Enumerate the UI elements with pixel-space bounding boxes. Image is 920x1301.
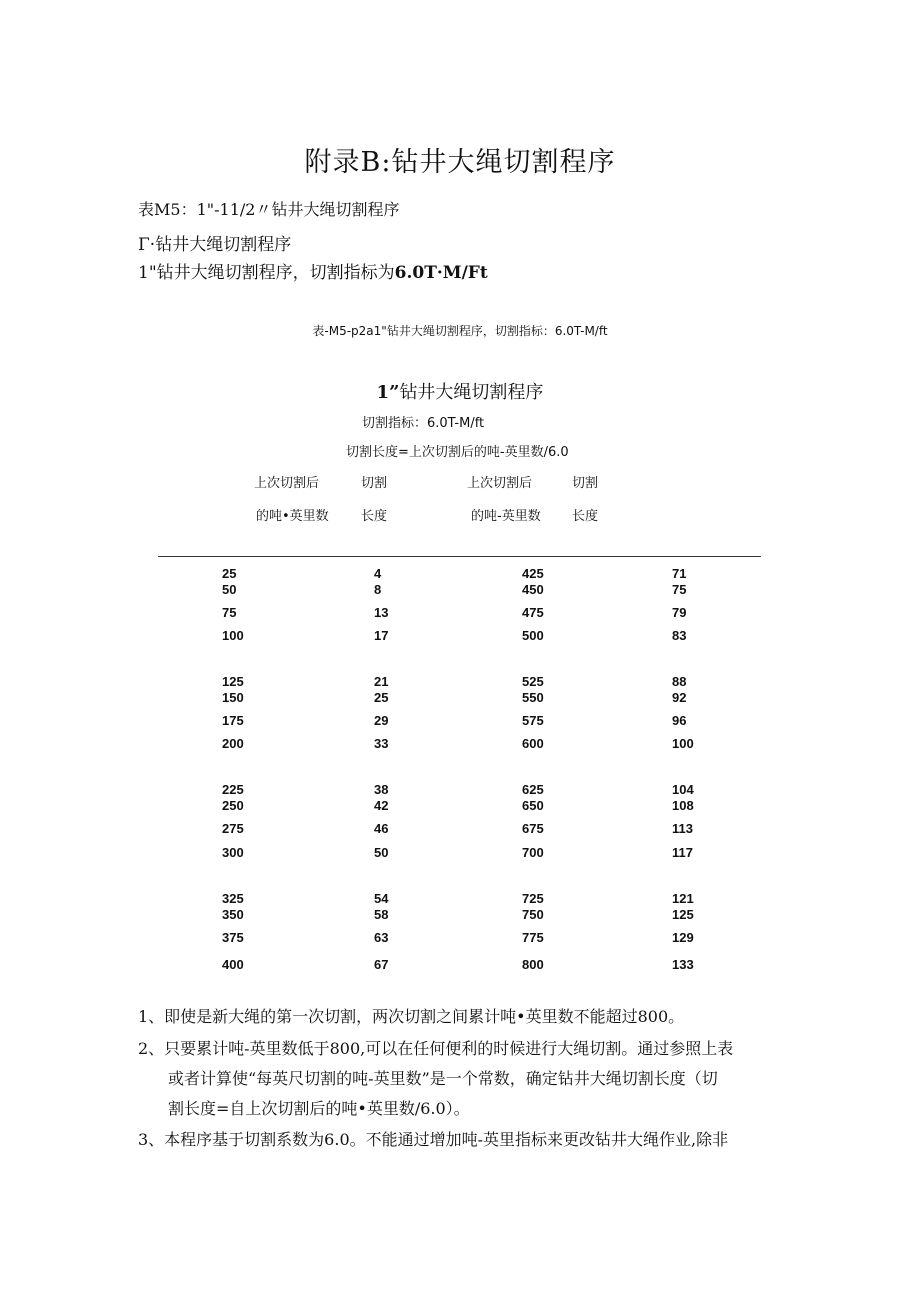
table-reference: 表M5：1"-11/2〃钻井大绳切割程序 (138, 200, 400, 219)
table-cell: 92 (672, 690, 687, 705)
table-cell: 275 (222, 821, 244, 836)
table-cell: 250 (222, 798, 244, 813)
page-title: 附录B:钻井大绳切割程序 (304, 147, 616, 178)
header-col4-line1: 切割 (572, 476, 599, 491)
table-cell: 50 (222, 582, 237, 597)
table-cell: 117 (672, 845, 693, 860)
table-cell: 675 (522, 821, 544, 836)
table-cell: 375 (222, 930, 244, 945)
table-cell: 650 (522, 798, 544, 813)
table-cell: 50 (374, 845, 389, 860)
table-cell: 175 (222, 713, 244, 728)
table-cell: 104 (672, 782, 694, 797)
table-cell: 75 (672, 582, 687, 597)
table-cell: 54 (374, 891, 389, 906)
table-cell: 125 (222, 674, 244, 689)
table-cell: 100 (672, 736, 694, 751)
table-cell: 79 (672, 605, 687, 620)
header-col4-line2: 长度 (572, 509, 599, 524)
table-cell: 58 (374, 907, 389, 922)
table-cell: 100 (222, 628, 244, 643)
table-cell: 300 (222, 845, 244, 860)
table-cell: 500 (522, 628, 544, 643)
table-cell: 475 (522, 605, 544, 620)
table-title-size: 1” (376, 382, 400, 403)
table-cell: 63 (374, 930, 389, 945)
table-cell: 71 (672, 566, 687, 581)
table-cell: 700 (522, 845, 544, 860)
main-heading-value: 6.0T·M/Ft (394, 263, 488, 283)
table-cell: 225 (222, 782, 244, 797)
header-col2-line1: 切割 (361, 476, 388, 491)
note-3: 3、本程序基于切割系数为6.0。不能通过增加吨-英里指标来更改钻井大绳作业,除非 (138, 1130, 729, 1149)
table-cell: 21 (374, 674, 389, 689)
table-cell: 775 (522, 930, 544, 945)
table-cell: 450 (522, 582, 544, 597)
table-header-rule (158, 556, 761, 557)
cut-formula: 切割长度=上次切割后的吨-英里数/6.0 (346, 445, 569, 460)
table-cell: 88 (672, 674, 687, 689)
table-cell: 83 (672, 628, 687, 643)
table-cell: 129 (672, 930, 694, 945)
table-cell: 25 (222, 566, 237, 581)
table-cell: 29 (374, 713, 389, 728)
table-cell: 17 (374, 628, 389, 643)
table-cell: 13 (374, 605, 389, 620)
table-cell: 625 (522, 782, 544, 797)
header-col1-line2: 的吨•英里数 (256, 509, 329, 524)
table-cell: 575 (522, 713, 544, 728)
note-2-continued: 割长度=自上次切割后的吨•英里数/6.0）。 (168, 1099, 470, 1118)
table-cell: 121 (672, 891, 694, 906)
table-cell: 46 (374, 821, 389, 836)
header-col3-line2: 的吨-英里数 (471, 509, 541, 524)
main-heading (138, 258, 488, 283)
table-cell: 525 (522, 674, 544, 689)
table-cell: 425 (522, 566, 544, 581)
table-cell: 75 (222, 605, 237, 620)
table-cell: 750 (522, 907, 544, 922)
main-heading-text: 1"钻井大绳切割程序，切割指标为 (138, 263, 395, 283)
table-cell: 125 (672, 907, 694, 922)
section-heading: Γ·钻井大绳切割程序 (138, 235, 292, 255)
table-cell: 600 (522, 736, 544, 751)
header-col3-line1: 上次切割后 (467, 476, 533, 491)
note-2-continued: 或者计算使“每英尺切割的吨-英里数”是一个常数，确定钻井大绳切割长度（切 (168, 1069, 718, 1088)
table-cell: 150 (222, 690, 244, 705)
table-cell: 200 (222, 736, 244, 751)
table-cell: 38 (374, 782, 389, 797)
header-col1-line1: 上次切割后 (254, 476, 320, 491)
note-1: 1、即使是新大绳的第一次切割，两次切割之间累计吨•英里数不能超过800。 (138, 1007, 685, 1026)
table-cell: 400 (222, 957, 244, 972)
table-cell: 96 (672, 713, 687, 728)
table-title-text: 钻井大绳切割程序 (399, 382, 544, 403)
table-cell: 8 (374, 582, 382, 597)
table-cell: 725 (522, 891, 544, 906)
table-cell: 350 (222, 907, 244, 922)
table-cell: 113 (672, 821, 693, 836)
table-cell: 4 (374, 566, 382, 581)
table-cell: 108 (672, 798, 694, 813)
table-title (0, 378, 920, 404)
table-cell: 800 (522, 957, 544, 972)
table-cell: 133 (672, 957, 694, 972)
table-caption: 表-M5-p2a1"钻井大绳切割程序，切割指标：6.0T-M/ft (312, 324, 608, 338)
table-cell: 550 (522, 690, 544, 705)
table-cell: 42 (374, 798, 389, 813)
header-col2-line2: 长度 (361, 509, 388, 524)
table-cell: 25 (374, 690, 389, 705)
table-cell: 325 (222, 891, 244, 906)
table-cell: 33 (374, 736, 389, 751)
cut-metric: 切割指标：6.0T-M/ft (362, 416, 485, 431)
note-2: 2、只要累计吨-英里数低于800,可以在任何便利的时候进行大绳切割。通过参照上表 (138, 1039, 734, 1058)
table-cell: 67 (374, 957, 389, 972)
